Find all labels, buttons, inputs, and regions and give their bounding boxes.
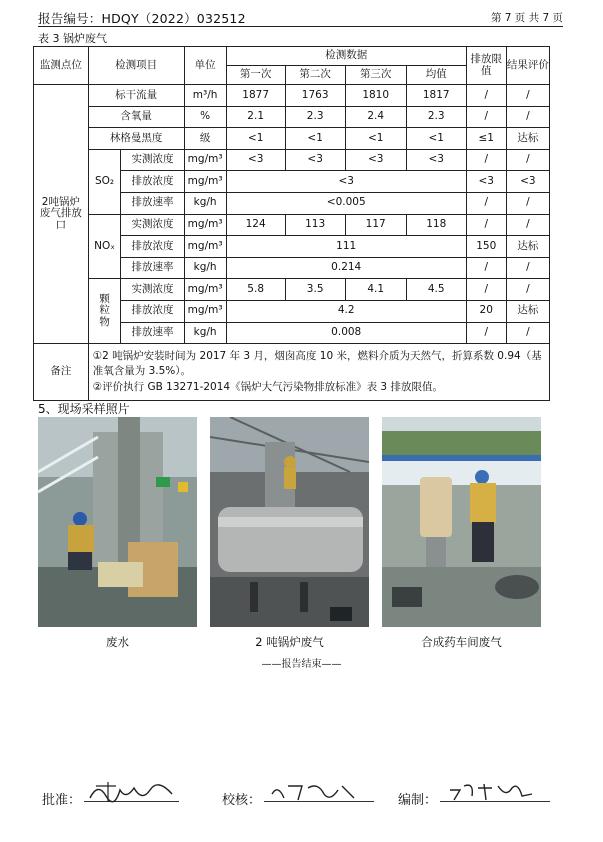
value-cell: 2.1 xyxy=(226,106,285,128)
unit-cell: mg/m³ xyxy=(184,279,226,301)
eval-cell: <3 xyxy=(506,171,549,193)
photo-workshop xyxy=(382,417,541,627)
check-label: 校核： xyxy=(222,793,262,808)
header-mean: 均值 xyxy=(406,66,466,85)
value-cell: <3 xyxy=(406,149,466,171)
unit-cell: kg/h xyxy=(184,192,226,214)
value-cell: 4.2 xyxy=(226,300,466,322)
limit-cell: / xyxy=(466,322,506,344)
unit-cell: mg/m³ xyxy=(184,149,226,171)
report-number: 报告编号：HDQY（2022）032512 xyxy=(38,11,246,26)
value-cell: <1 xyxy=(406,128,466,150)
table-row xyxy=(34,85,550,107)
photo-boiler xyxy=(210,417,369,627)
compile-label: 编制： xyxy=(398,793,438,808)
item-cell: 排放浓度 xyxy=(121,171,184,193)
boiler-photo-image xyxy=(210,417,369,627)
value-cell: 0.008 xyxy=(226,322,466,344)
item-cell: 排放速率 xyxy=(121,322,184,344)
page-number: 第 7 页 共 7 页 xyxy=(490,12,563,24)
unit-cell: mg/m³ xyxy=(184,214,226,236)
item-cell: 实测浓度 xyxy=(121,149,184,171)
unit-cell: % xyxy=(184,106,226,128)
value-cell: <1 xyxy=(226,128,285,150)
header-run-1: 第一次 xyxy=(226,66,285,85)
value-cell: 3.5 xyxy=(285,279,345,301)
item-cell: 排放浓度 xyxy=(121,236,184,258)
value-cell: 1810 xyxy=(345,85,406,107)
photo-caption-2: 2 吨锅炉废气 xyxy=(255,635,324,649)
limit-cell: / xyxy=(466,257,506,279)
header-item: 检测项目 xyxy=(88,47,184,85)
header-limit: 排放限值 xyxy=(466,47,506,85)
limit-cell: ≤1 xyxy=(466,128,506,150)
limit-cell: / xyxy=(466,279,506,301)
table-row xyxy=(34,214,550,236)
monitoring-point: 2吨锅炉废气排放口 xyxy=(34,85,89,344)
value-cell: <3 xyxy=(226,149,285,171)
header-run-2: 第二次 xyxy=(285,66,345,85)
group-cell: NOₓ xyxy=(88,214,121,279)
table-row xyxy=(34,279,550,301)
group-cell: SO₂ xyxy=(88,149,121,214)
eval-cell: 达标 xyxy=(506,128,549,150)
value-cell: 2.4 xyxy=(345,106,406,128)
unit-cell: kg/h xyxy=(184,257,226,279)
value-cell: <1 xyxy=(285,128,345,150)
limit-cell: / xyxy=(466,149,506,171)
value-cell: 111 xyxy=(226,236,466,258)
limit-cell: / xyxy=(466,85,506,107)
eval-cell: / xyxy=(506,85,549,107)
eval-cell: / xyxy=(506,322,549,344)
value-cell: 118 xyxy=(406,214,466,236)
value-cell: 2.3 xyxy=(285,106,345,128)
value-cell: <0.005 xyxy=(226,192,466,214)
page-header xyxy=(38,8,563,27)
value-cell: <3 xyxy=(285,149,345,171)
group-cell: 颗粒物 xyxy=(88,279,121,344)
unit-cell: m³/h xyxy=(184,85,226,107)
eval-cell: / xyxy=(506,149,549,171)
item-cell: 排放浓度 xyxy=(121,300,184,322)
remark-content xyxy=(88,344,549,401)
value-cell: 1877 xyxy=(226,85,285,107)
eval-cell: / xyxy=(506,192,549,214)
eval-cell: 达标 xyxy=(506,236,549,258)
value-cell: 4.5 xyxy=(406,279,466,301)
item-cell: 林格曼黑度 xyxy=(88,128,184,150)
value-cell: 113 xyxy=(285,214,345,236)
value-cell: 1763 xyxy=(285,85,345,107)
value-cell: 1817 xyxy=(406,85,466,107)
limit-cell: 20 xyxy=(466,300,506,322)
header-run-3: 第三次 xyxy=(345,66,406,85)
value-cell: 117 xyxy=(345,214,406,236)
remark-1: ①2 吨锅炉安装时间为 2017 年 3 月，烟囱高度 10 米，燃料介质为天然气，折算系数 0.94（基准氧含量为 3.5%）。 xyxy=(92,349,542,378)
value-cell: 2.3 xyxy=(406,106,466,128)
header-point: 监测点位 xyxy=(34,47,89,85)
unit-cell: mg/m³ xyxy=(184,171,226,193)
section-title: 5、现场采样照片 xyxy=(38,402,130,416)
table-caption: 表 3 锅炉废气 xyxy=(38,32,107,45)
value-cell: 5.8 xyxy=(226,279,285,301)
remark-2: ②评价执行 GB 13271-2014《锅炉大气污染物排放标准》表 3 排放限值。 xyxy=(92,381,443,393)
eval-cell: / xyxy=(506,257,549,279)
header-data: 检测数据 xyxy=(226,47,466,66)
value-cell: 4.1 xyxy=(345,279,406,301)
check-signature xyxy=(268,778,358,806)
value-cell: <1 xyxy=(345,128,406,150)
workshop-photo-image xyxy=(382,417,541,627)
item-cell: 含氧量 xyxy=(88,106,184,128)
limit-cell: / xyxy=(466,106,506,128)
unit-cell: 级 xyxy=(184,128,226,150)
limit-cell: / xyxy=(466,192,506,214)
eval-cell: / xyxy=(506,214,549,236)
wastewater-photo-image xyxy=(38,417,197,627)
header-eval: 结果评价 xyxy=(506,47,549,85)
photo-caption-1: 废水 xyxy=(106,635,129,649)
value-cell: 0.214 xyxy=(226,257,466,279)
approve-signature xyxy=(86,778,176,806)
unit-cell: mg/m³ xyxy=(184,300,226,322)
limit-cell: 150 xyxy=(466,236,506,258)
header-unit: 单位 xyxy=(184,47,226,85)
photo-wastewater xyxy=(38,417,197,627)
value-cell: <3 xyxy=(226,171,466,193)
item-cell: 实测浓度 xyxy=(121,279,184,301)
eval-cell: 达标 xyxy=(506,300,549,322)
item-cell: 实测浓度 xyxy=(121,214,184,236)
eval-cell: / xyxy=(506,279,549,301)
remark-label: 备注 xyxy=(34,344,89,401)
report-end: ——报告结束—— xyxy=(261,659,342,670)
item-cell: 标干流量 xyxy=(88,85,184,107)
eval-cell: / xyxy=(506,106,549,128)
table-row xyxy=(34,149,550,171)
approve-label: 批准： xyxy=(42,793,82,808)
item-cell: 排放速率 xyxy=(121,192,184,214)
unit-cell: mg/m³ xyxy=(184,236,226,258)
item-cell: 排放速率 xyxy=(121,257,184,279)
table-row xyxy=(34,106,550,128)
value-cell: <3 xyxy=(345,149,406,171)
table-row xyxy=(34,128,550,150)
limit-cell: <3 xyxy=(466,171,506,193)
boiler-emission-table xyxy=(33,46,550,401)
limit-cell: / xyxy=(466,214,506,236)
compile-signature xyxy=(446,778,536,806)
value-cell: 124 xyxy=(226,214,285,236)
unit-cell: kg/h xyxy=(184,322,226,344)
remarks-row xyxy=(34,344,550,401)
photo-caption-3: 合成药车间废气 xyxy=(421,635,502,649)
